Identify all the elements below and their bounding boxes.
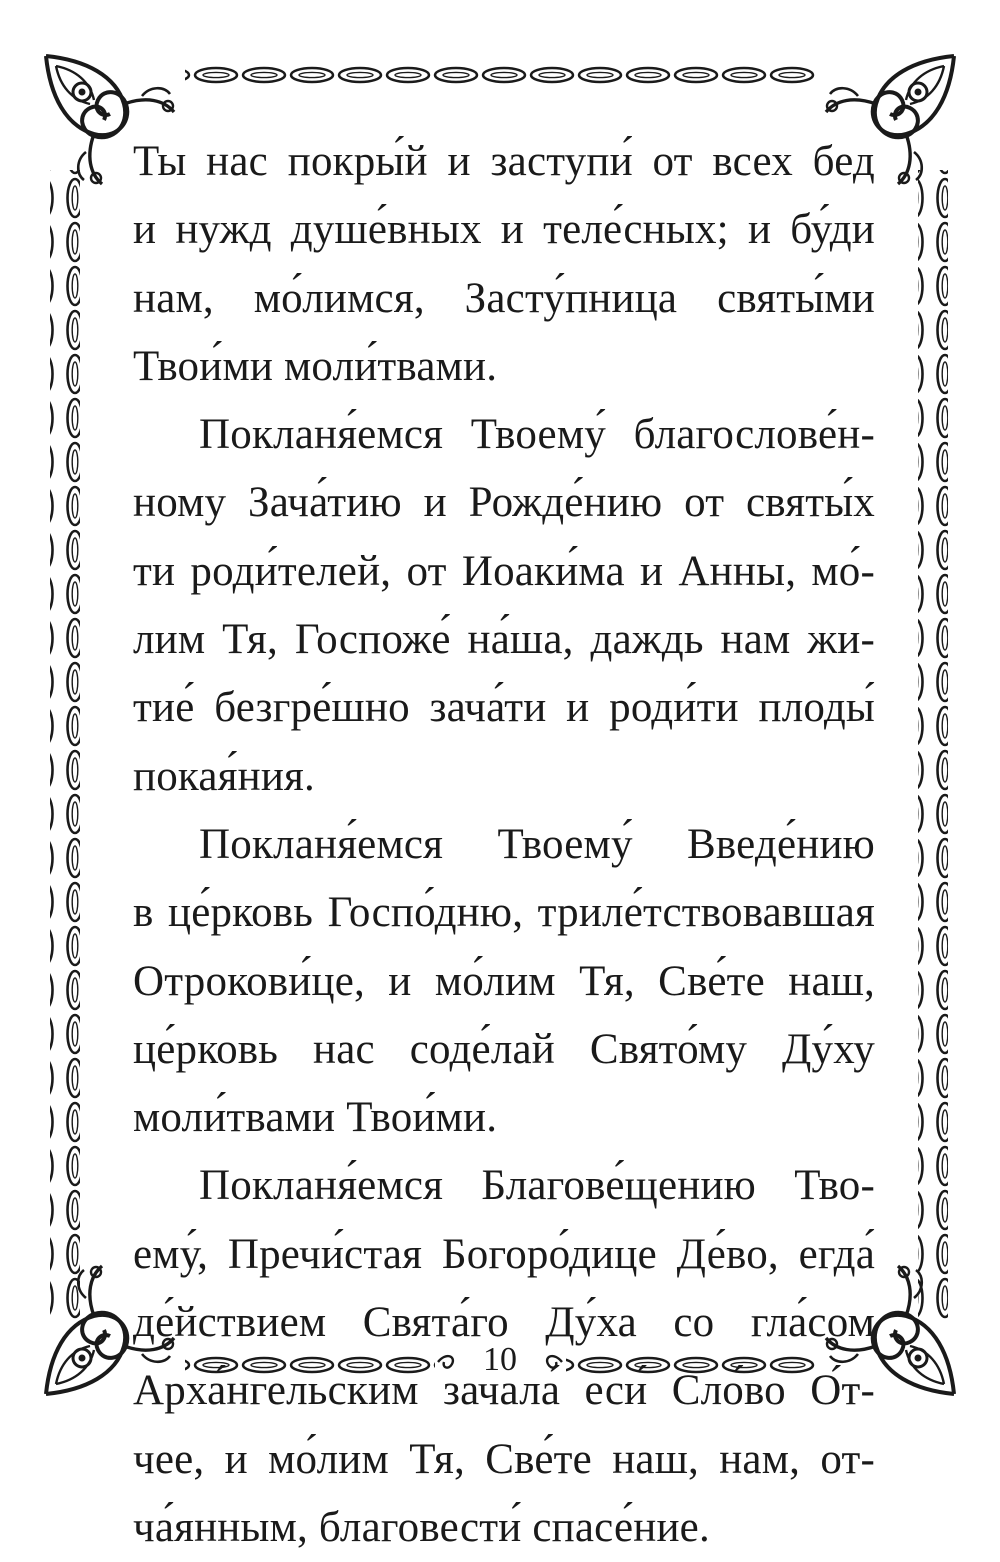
text-line: Твои́ми моли́твами. <box>133 342 498 390</box>
text-line: Ты нас покры́й и заступи́ от всех бед <box>133 138 875 185</box>
text-line: Покланя́емся Твоему́ Введе́нию <box>199 820 875 868</box>
page-number: 10 <box>483 1341 517 1378</box>
text-line: в це́рковь Госпо́дню, триле́тствовавшая <box>133 889 875 937</box>
paragraph-2 <box>133 401 875 811</box>
text-line: це́рковь нас соде́лай Свято́му Ду́ху <box>133 1025 875 1073</box>
paragraph-1 <box>133 128 875 401</box>
text-line: де́йствием Свята́го Ду́ха со гла́сом <box>133 1299 875 1347</box>
text-line: лим Тя, Госпоже́ на́ша, даждь нам жи- <box>133 616 875 664</box>
text-line: Арха́нгельским зачала́ еси́ Сло́во О́т- <box>133 1367 875 1415</box>
paragraph-3 <box>133 811 875 1152</box>
text-line: ти роди́телей, от Иоаки́ма и Анны, мо́- <box>133 547 875 595</box>
text-line: тие́ безгре́шно зача́ти и роди́ти плоды́ <box>133 684 875 732</box>
text-line: нам, мо́лимся, Засту́пница святы́ми <box>133 274 875 322</box>
text-line: ному Зача́тию и Рожде́нию от святы́х <box>133 479 875 527</box>
text-line: Покланя́емся Благове́щению Тво- <box>199 1162 875 1210</box>
text-line: ему́, Пречи́стая Богоро́дице Де́во, егда́ <box>133 1230 875 1278</box>
text-line: и нужд душе́вных и теле́сных; и бу́ди <box>133 206 875 254</box>
text-line: покая́ния. <box>133 752 315 800</box>
text-line: ча́янным, благовести́ спасе́ние. <box>133 1503 710 1551</box>
text-line: Покланя́емся Твоему́ благослове́н- <box>199 411 875 459</box>
text-line: моли́твами Твои́ми. <box>133 1094 498 1142</box>
text-line: Отрокови́це, и мо́лим Тя, Све́те наш, <box>133 957 875 1005</box>
text-line: чее, и мо́лим Тя, Све́те наш, нам, от- <box>133 1435 875 1483</box>
